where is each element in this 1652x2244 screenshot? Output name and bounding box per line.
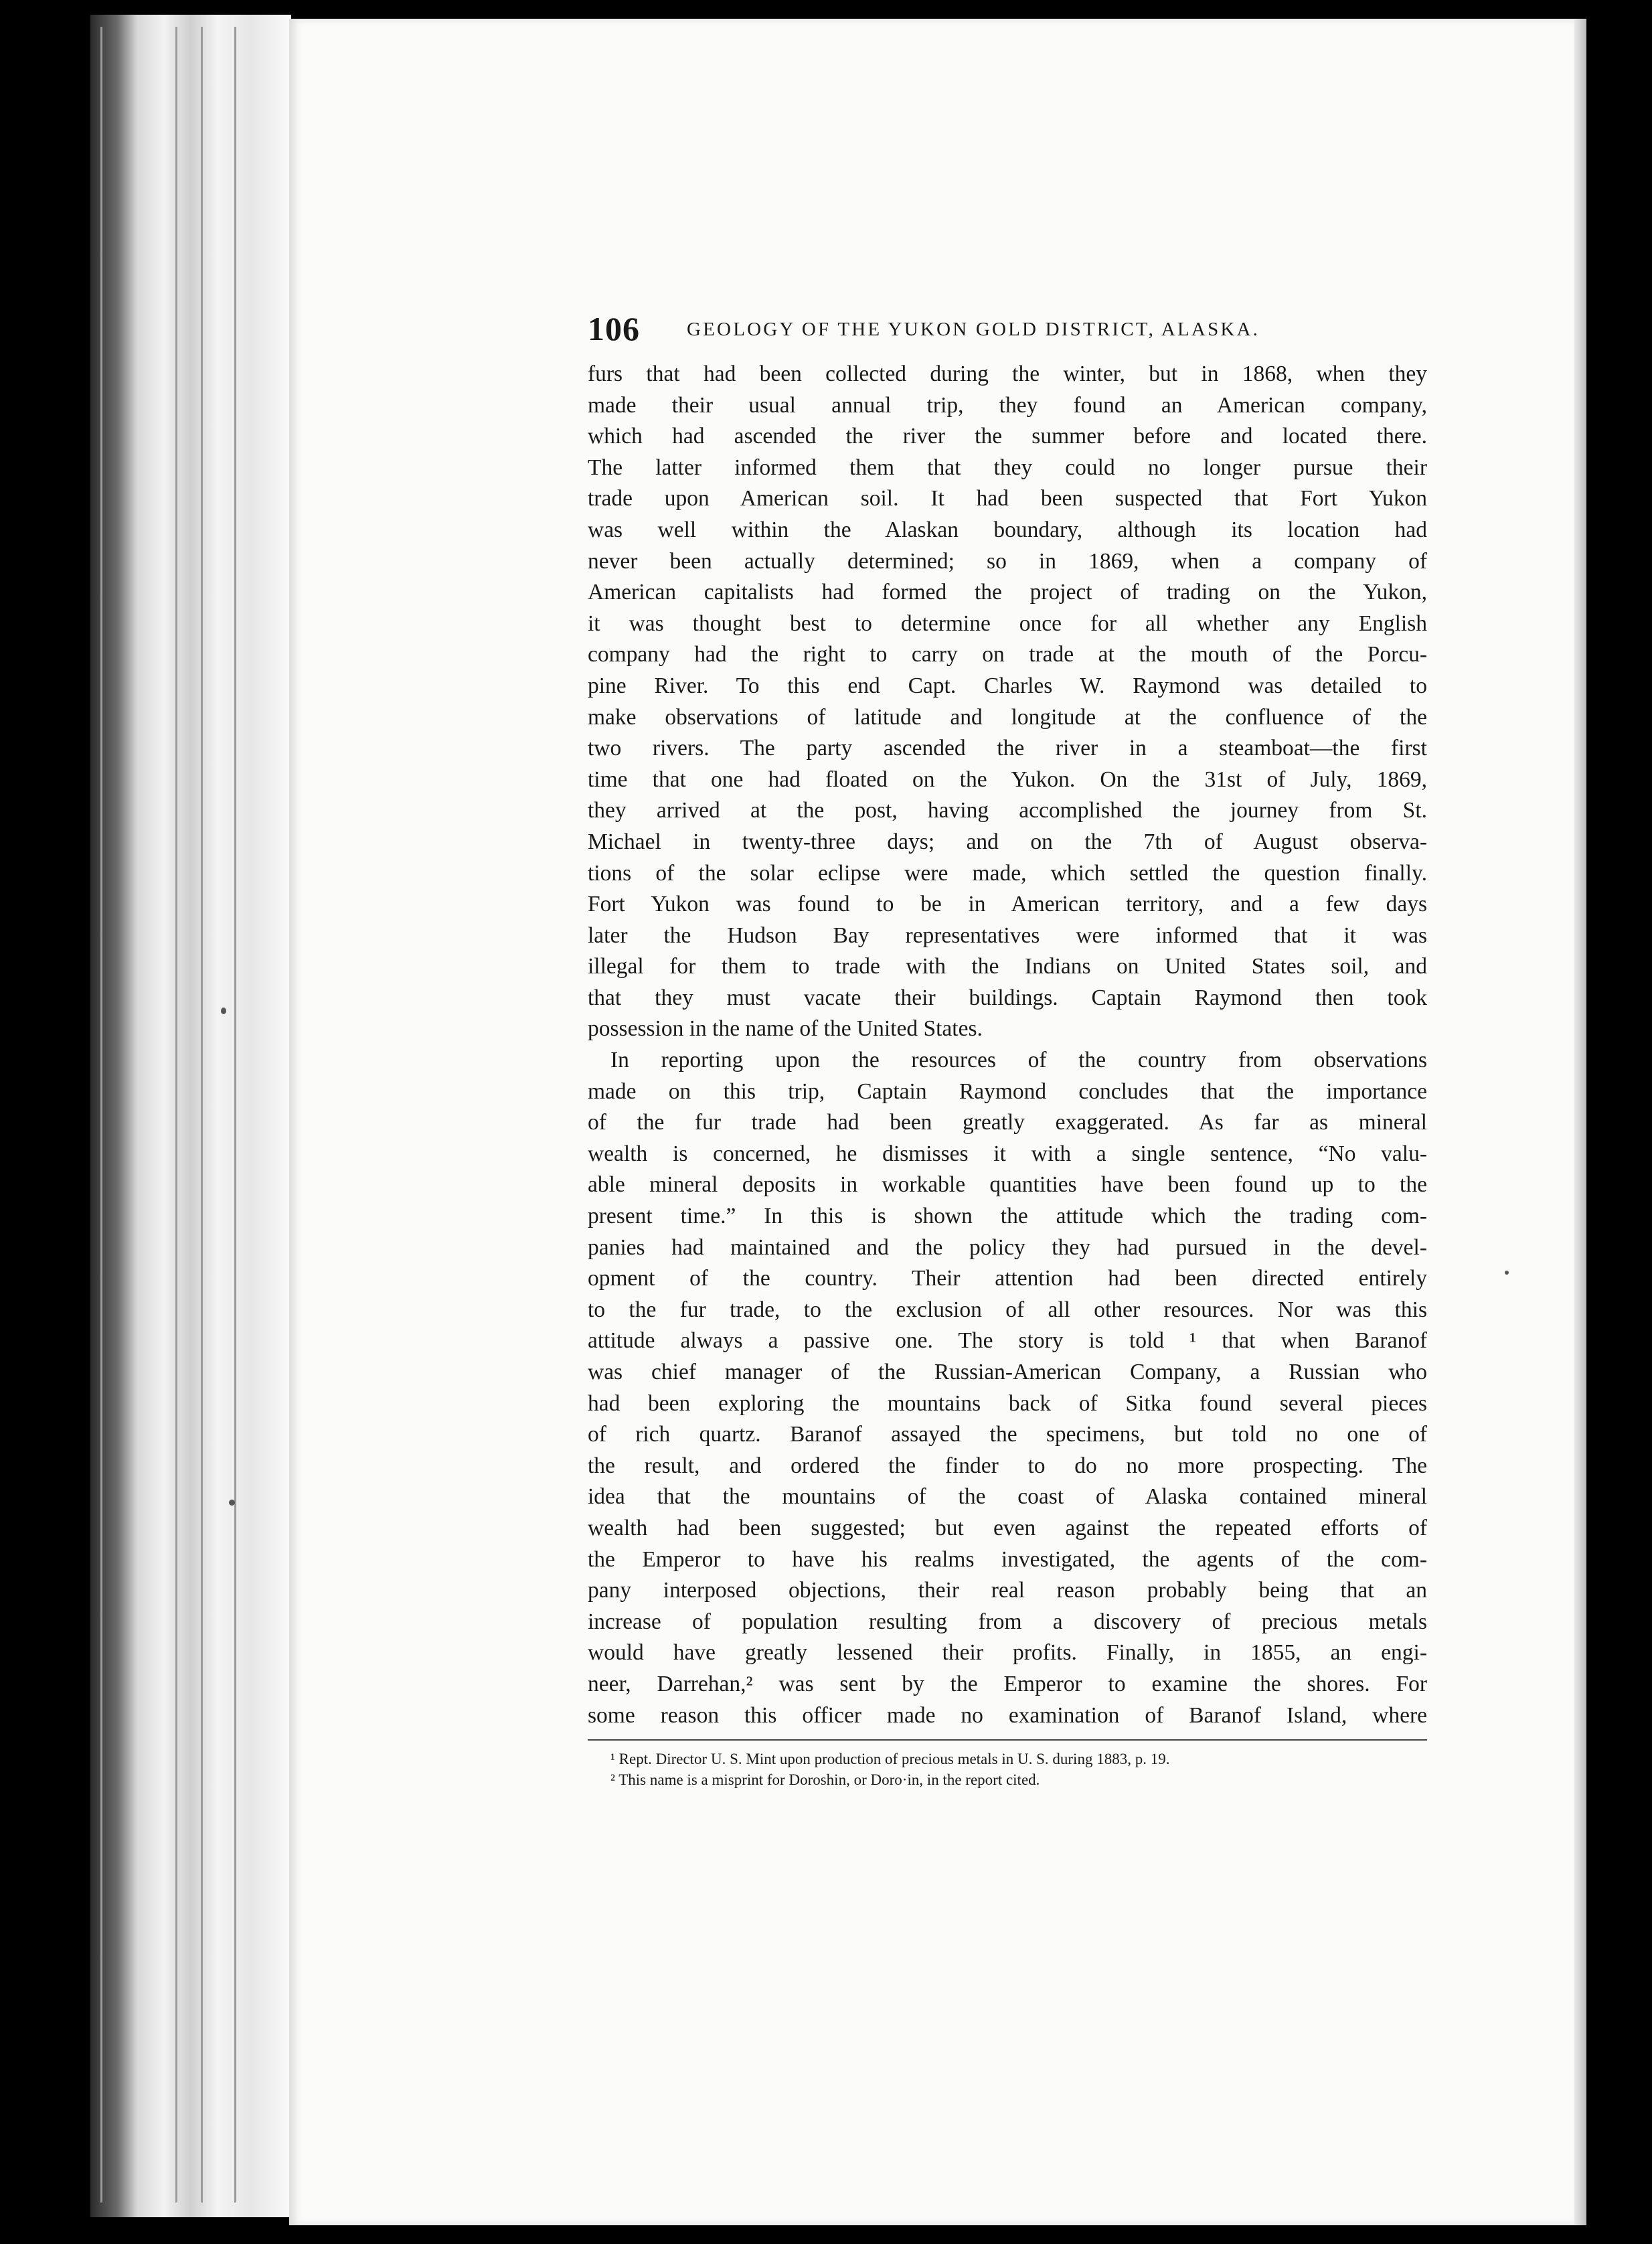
text-line: possession in the name of the United States. (588, 1016, 983, 1042)
text-line: illegal for them to trade with the Indians on United States soil, and (588, 954, 1427, 979)
text-line: furs that had been collected during the winter, but in 1868, when they (588, 362, 1427, 386)
text-line: increase of population resulting from a discovery of precious metals (588, 1609, 1427, 1634)
text-line: to the fur trade, to the exclusion of all other resources. Nor was this (588, 1297, 1427, 1322)
text-line: The latter informed them that they could no longer pursue their (588, 455, 1427, 480)
body-text (588, 359, 1427, 1731)
text-line: time that one had floated on the Yukon. On the 31st of July, 1869, (588, 767, 1427, 792)
page-header (588, 309, 1427, 352)
text-line: tions of the solar eclipse were made, which settled the question finally. (588, 860, 1427, 886)
book-page-edges (90, 15, 291, 2217)
text-line: had been exploring the mountains back of Sitka found several pieces (588, 1390, 1427, 1416)
text-line: company had the right to carry on trade at the mouth of the Porcu- (588, 642, 1427, 667)
text-line: make observations of latitude and longitude at the confluence of the (588, 704, 1427, 730)
text-line: made on this trip, Captain Raymond concludes that the importance (588, 1078, 1427, 1104)
footnote-2: ² This name is a misprint for Doroshin, or Doro·in, in the report cited. (610, 1771, 1040, 1789)
text-line: they arrived at the post, having accomplished the journey from St. (588, 798, 1427, 823)
text-line: was well within the Alaskan boundary, although its location had (588, 517, 1427, 542)
text-line: Michael in twenty-three days; and on the 7th of August observa- (588, 829, 1427, 854)
paragraph-2 (588, 1045, 1427, 1731)
text-line: panies had maintained and the policy they had pursued in the devel- (588, 1234, 1427, 1260)
text-line: later the Hudson Bay representatives were informed that it was (588, 923, 1427, 948)
text-line: present time.” In this is shown the attitude which the trading com- (588, 1204, 1427, 1229)
text-line: made their usual annual trip, they found an American company, (588, 392, 1427, 418)
text-line: able mineral deposits in workable quantities have been found up to the (588, 1172, 1427, 1198)
footnote-rule (588, 1739, 1427, 1741)
footnotes (588, 1749, 1427, 1790)
text-line: two rivers. The party ascended the river in a steamboat—the first (588, 736, 1427, 761)
text-line: trade upon American soil. It had been suspected that Fort Yukon (588, 486, 1427, 511)
text-line: the Emperor to have his realms investigated, the agents of the com- (588, 1546, 1427, 1572)
text-line: it was thought best to determine once for all whether any English (588, 611, 1427, 636)
text-line: In reporting upon the resources of the country from observations (610, 1048, 1427, 1073)
text-line: pine River. To this end Capt. Charles W. Raymond was detailed to (588, 673, 1427, 698)
page-edge-line (201, 27, 203, 2202)
text-line: of rich quartz. Baranof assayed the specimens, but told no one of (588, 1422, 1427, 1447)
text-line: idea that the mountains of the coast of Alaska contained mineral (588, 1484, 1427, 1510)
text-line: opment of the country. Their attention had been directed entirely (588, 1266, 1427, 1291)
text-line: which had ascended the river the summer before and located there. (588, 424, 1427, 449)
page-right-edge (1574, 19, 1586, 2225)
paragraph-1 (588, 359, 1427, 1045)
page-content (588, 309, 1427, 1790)
text-line: neer, Darrehan,² was sent by the Emperor to examine the shores. For (588, 1671, 1427, 1696)
text-line: would have greatly lessened their profits. Finally, in 1855, an engi- (588, 1640, 1427, 1666)
page-edge-line (100, 27, 102, 2202)
text-line: pany interposed objections, their real reason probably being that an (588, 1578, 1427, 1603)
text-line: wealth is concerned, he dismisses it with a single sentence, “No valu- (588, 1141, 1427, 1166)
running-head: GEOLOGY OF THE YUKON GOLD DISTRICT, ALASKA. (687, 319, 1260, 340)
page-number: 106 (588, 310, 640, 347)
text-line: was chief manager of the Russian-American Company, a Russian who (588, 1360, 1427, 1384)
text-line: never been actually determined; so in 1869, when a company of (588, 548, 1427, 574)
footnote-1: ¹ Rept. Director U. S. Mint upon production of precious metals in U. S. during 1883, p. 19. (610, 1751, 1170, 1768)
text-line: Fort Yukon was found to be in American territory, and a few days (588, 892, 1427, 917)
text-line: the result, and ordered the finder to do no more prospecting. The (588, 1453, 1427, 1478)
text-line: of the fur trade had been greatly exaggerated. As far as mineral (588, 1110, 1427, 1135)
text-line: that they must vacate their buildings. Captain Raymond then took (588, 985, 1427, 1010)
text-line: American capitalists had formed the project of trading on the Yukon, (588, 580, 1427, 605)
page-edge-line (234, 27, 236, 2202)
text-line: wealth had been suggested; but even against the repeated efforts of (588, 1515, 1427, 1540)
text-line: attitude always a passive one. The story is told ¹ that when Baranof (588, 1328, 1427, 1354)
text-line: some reason this officer made no examination of Baranof Island, where (588, 1702, 1427, 1728)
page-edge-line (175, 27, 177, 2202)
